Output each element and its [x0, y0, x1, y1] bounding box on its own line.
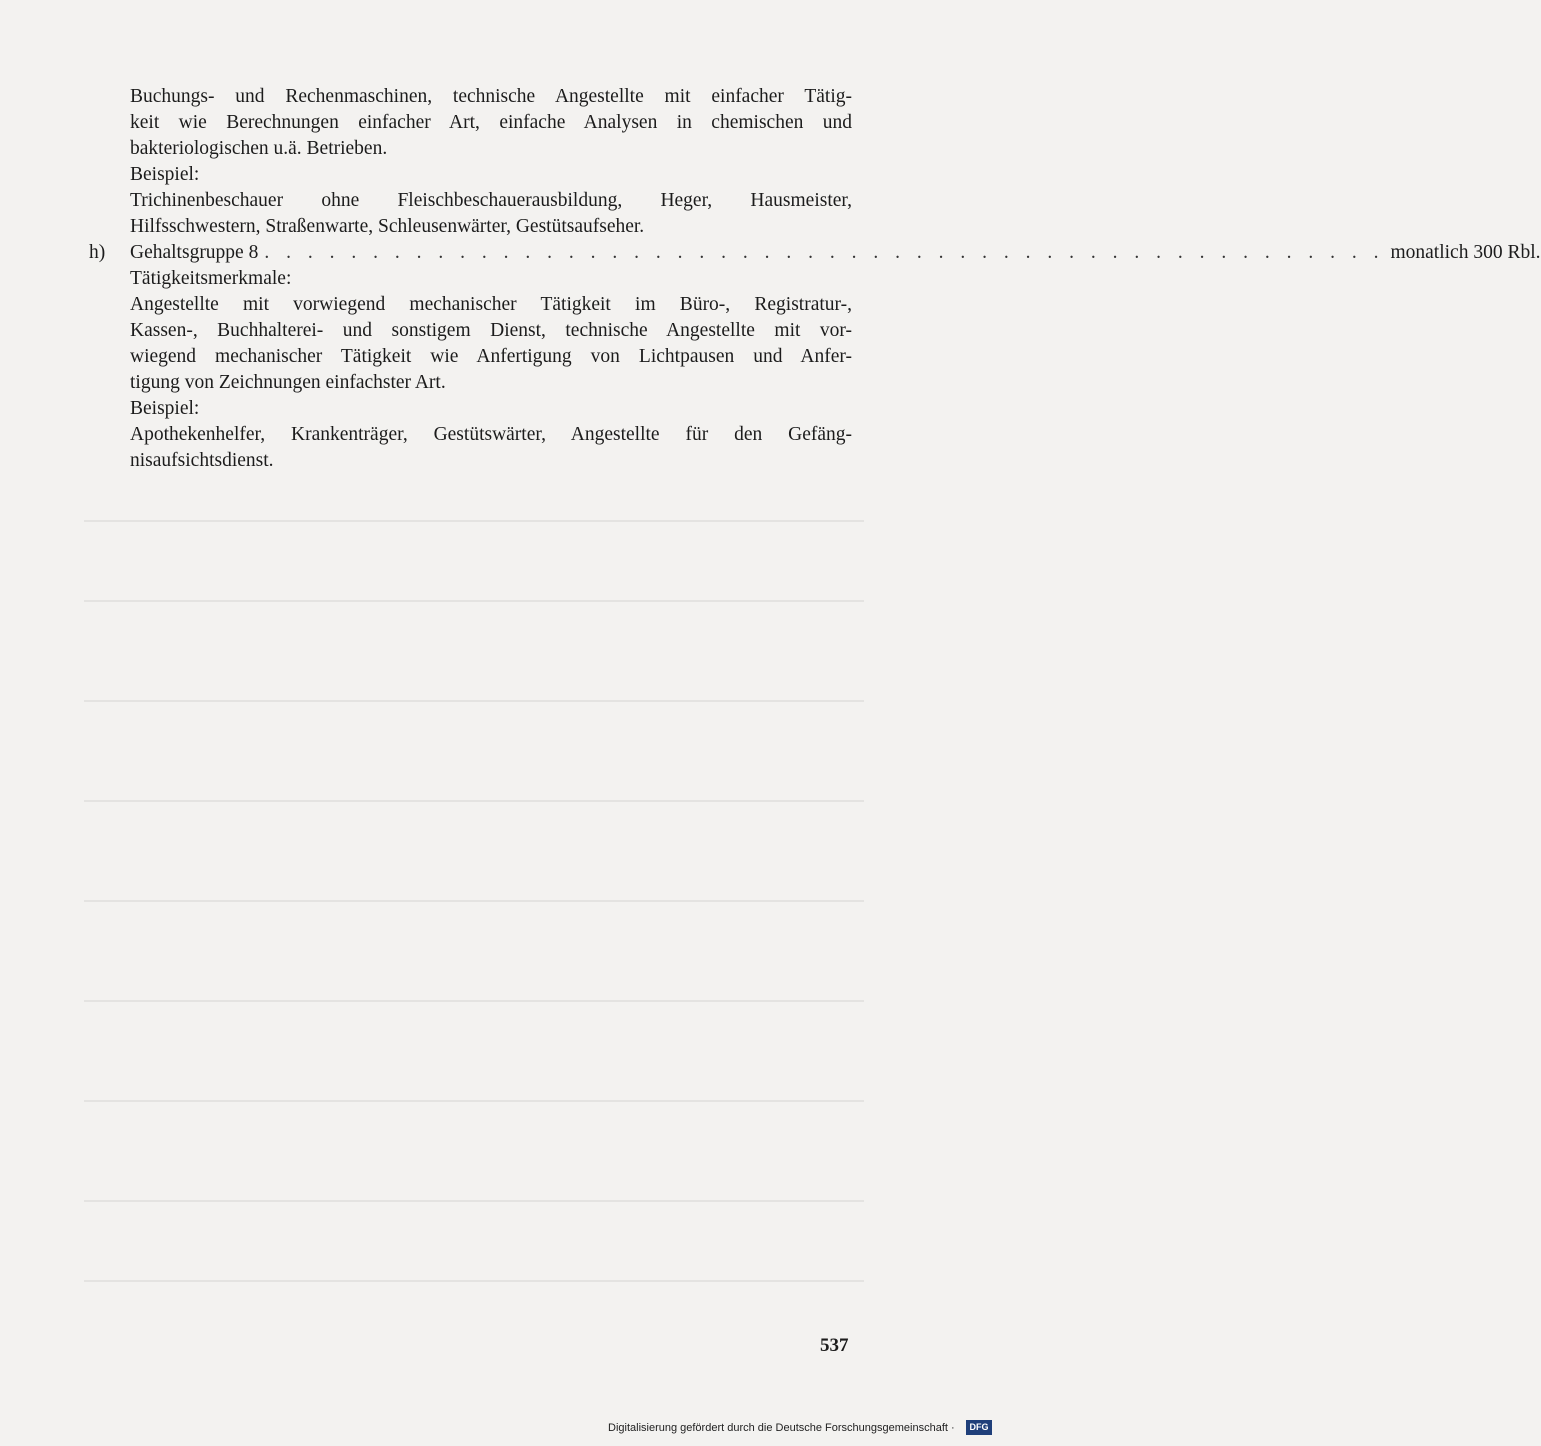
- show-through-line: [84, 700, 864, 702]
- dfg-logo: DFG: [966, 1420, 992, 1435]
- text-line: Apothekenhelfer, Krankenträger, Gestütswärter, Angestellte für den Gefäng-: [130, 424, 852, 445]
- text-line: keit wie Berechnungen einfacher Art, einfache Analysen in chemischen und: [130, 112, 852, 133]
- example-paragraph: [130, 188, 852, 240]
- text-line: wiegend mechanischer Tätigkeit wie Anfertigung von Lichtpausen und Anfer-: [130, 346, 852, 367]
- text-line: tigung von Zeichnungen einfachster Art.: [130, 372, 446, 393]
- body-text: [89, 84, 1541, 474]
- show-through-line: [84, 1100, 864, 1102]
- show-through-line: [84, 1200, 864, 1202]
- example-paragraph: [130, 422, 852, 474]
- show-through-line: [84, 900, 864, 902]
- text-line: nisaufsichtsdienst.: [130, 450, 274, 471]
- show-through-line: [84, 520, 864, 522]
- text-line: Kassen-, Buchhalterei- und sonstigem Dienst, technische Angestellte mit vor-: [130, 320, 852, 341]
- digitization-footer: Digitalisierung gefördert durch die Deutsche Forschungsgemeinschaft ·: [608, 1422, 955, 1434]
- salary-group-row: [89, 240, 1541, 266]
- page-number: 537: [820, 1335, 849, 1356]
- show-through-line: [84, 800, 864, 802]
- show-through-line: [84, 600, 864, 602]
- item-marker: h): [89, 242, 106, 263]
- text-line: bakteriologischen u.ä. Betrieben.: [130, 138, 388, 159]
- features-paragraph: [130, 292, 852, 396]
- text-line: Trichinenbeschauer ohne Fleischbeschauerausbildung, Heger, Hausmeister,: [130, 190, 852, 211]
- leader-dots: . . . . . . . . . . . . . . . . . . . . . . . . . . . . . . . . . . . . . . . . . . . . . . . . . . . .: [264, 242, 1385, 263]
- text-line: Buchungs- und Rechenmaschinen, technische Angestellte mit einfacher Tätig-: [130, 86, 852, 107]
- salary-group-title: Gehaltsgruppe 8: [130, 242, 259, 263]
- example-label: Beispiel:: [130, 164, 200, 185]
- show-through-line: [84, 1000, 864, 1002]
- example-label: Beispiel:: [130, 398, 200, 419]
- text-line: Hilfsschwestern, Straßenwarte, Schleusenwärter, Gestütsaufseher.: [130, 216, 645, 237]
- features-label: Tätigkeitsmerkmale:: [130, 268, 292, 289]
- text-line: Angestellte mit vorwiegend mechanischer Tätigkeit im Büro-, Registratur-,: [130, 294, 852, 315]
- continuation-paragraph: [130, 84, 852, 162]
- show-through-line: [84, 1280, 864, 1282]
- salary-amount: monatlich 300 Rbl.: [1390, 242, 1541, 263]
